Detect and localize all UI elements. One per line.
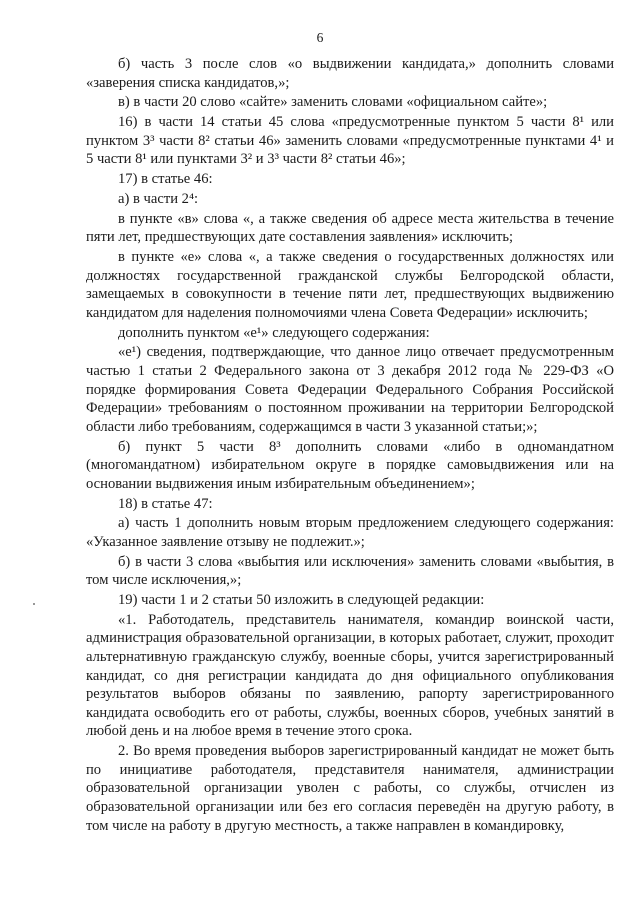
scan-speck xyxy=(33,603,35,605)
paragraph: 19) части 1 и 2 статьи 50 изложить в следующей редакции: xyxy=(118,592,485,609)
paragraph: 16) в части 14 статьи 45 слова «предусмотренные пунктом 5 части 8¹ или пунктом 3³ части 8² статьи 46» заменить словами «предусмотренные пунктами 4¹ и 5 части 8¹ или пунктами 3² и 3³ части 8² статьи 46»; xyxy=(86,114,614,168)
paragraph: в пункте «в» слова «, а также сведения об адресе места жительства в течение пяти лет, предшествующих дате составления заявления» исключить; xyxy=(86,210,614,246)
paragraph: 2. Во время проведения выборов зарегистрированный кандидат не может быть по инициативе работодателя, представителя нанимателя, администрации образовательной организации уволен с работы, со службы, отчислен из образовательной организации или без его согласия переведён на другую работу, в том числе на работу в другую местность, а также направлен в командировку, xyxy=(86,743,614,834)
paragraph: б) пункт 5 части 8³ дополнить словами «либо в одномандатном (многомандатном) избирательном округе в порядке самовыдвижения или на основании выдвижения иным избирательным объединением»; xyxy=(86,438,614,492)
page-number: 6 xyxy=(316,30,324,45)
paragraph: 18) в статье 47: xyxy=(118,495,213,512)
paragraph: а) часть 1 дополнить новым вторым предложением следующего содержания: «Указанное заявление отзыву не подлежит.»; xyxy=(86,515,614,550)
paragraph: в) в части 20 слово «сайте» заменить словами «официальном сайте»; xyxy=(118,94,548,111)
paragraph: в пункте «е» слова «, а также сведения о государственных должностях или должностях государственной гражданской службы Белгородской области, замещаемых в совокупности в течение пяти лет, предшествующих выдвижению кандидатом для наделения полномочиями члена Совета Федерации» исключить; xyxy=(86,249,614,321)
document-body xyxy=(86,55,614,836)
paragraph: дополнить пунктом «е¹» следующего содержания: xyxy=(118,324,430,341)
paragraph: а) в части 2⁴: xyxy=(118,190,199,207)
paragraph: б) в части 3 слова «выбытия или исключения» заменить словами «выбытия, в том числе исключения,»; xyxy=(86,553,614,589)
paragraph: «1. Работодатель, представитель нанимателя, командир воинской части, администрация образовательной организации, в которых работает, служит, проходит альтернативную гражданскую службу, военные сборы, учится зарегистрированный кандидат, со дня регистрации кандидата до дня официального опубликования результатов выборов обязаны по заявлению, рапорту зарегистрированного кандидата освободить его от работы, службы, военных сборов, учебных занятий в любой день и на любое время в течение этого срока. xyxy=(86,611,614,740)
paragraph: б) часть 3 после слов «о выдвижении кандидата,» дополнить словами «заверения списка кандидатов,»; xyxy=(86,56,614,91)
paragraph: 17) в статье 46: xyxy=(118,171,213,188)
paragraph: «е¹) сведения, подтверждающие, что данное лицо отвечает предусмотренным частью 1 статьи 2 Федерального закона от 3 декабря 2012 года № 229-ФЗ «О порядке формирования Совета Федерации Федерального Собрания Российской Федерации» требованиям о постоянном проживании на территории Белгородской области либо требованиям, содержащимся в части 3 указанной статьи;»; xyxy=(86,344,614,435)
